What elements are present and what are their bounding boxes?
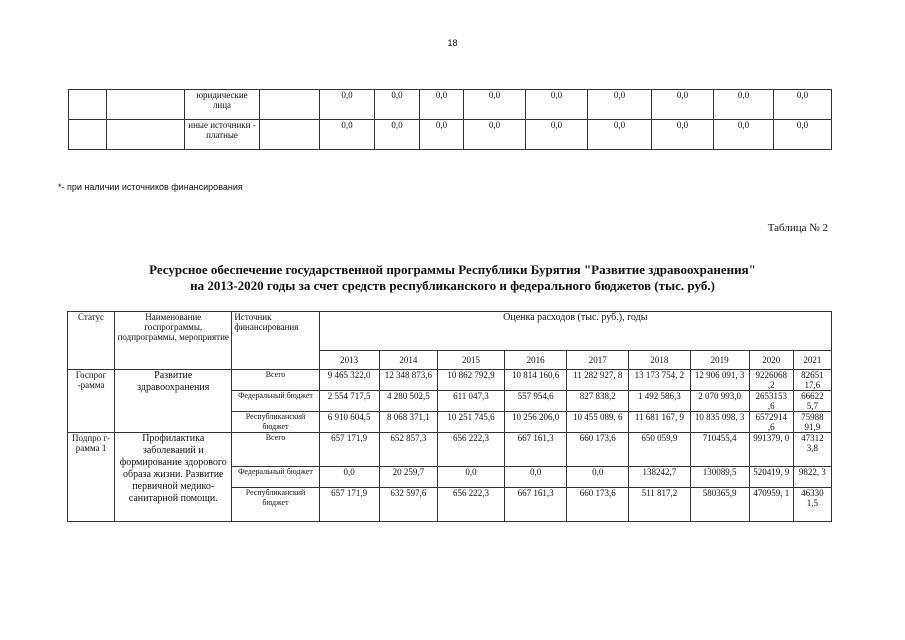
value-cell: 0,0 [588, 120, 652, 150]
value-cell: 0,0 [774, 90, 832, 120]
value-cell: 2 554 717,5 [319, 391, 379, 412]
resource-table [67, 311, 832, 522]
header-status: Статус [68, 312, 115, 370]
value-cell: 656 222,3 [437, 488, 504, 522]
table-row [68, 370, 832, 391]
value-cell: 660 173,6 [567, 433, 629, 467]
value-cell: 0,0 [505, 467, 567, 488]
header-estimate: Оценка расходов (тыс. руб.), годы [319, 312, 831, 351]
source-cell: Федеральный бюджет [232, 391, 319, 412]
status-cell: Госпрог -рамма [68, 370, 115, 433]
source-cell: Всего [232, 433, 319, 467]
value-cell: 667 161,3 [505, 433, 567, 467]
value-cell: 0,0 [526, 120, 588, 150]
value-cell: 650 059,9 [629, 433, 690, 467]
value-cell: 0,0 [588, 90, 652, 120]
value-cell: 0,0 [714, 90, 774, 120]
value-cell: 20 259,7 [379, 467, 437, 488]
year-header: 2020 [749, 351, 793, 370]
value-cell: 75988 91,9 [793, 412, 831, 433]
title-line-1: Ресурсное обеспечение государственной программы Республики Бурятия "Развитие здравоохранения" [149, 262, 756, 277]
year-header: 2015 [437, 351, 504, 370]
value-cell: 520419, 9 [749, 467, 793, 488]
value-cell: 0,0 [714, 120, 774, 150]
value-cell: 470959, 1 [749, 488, 793, 522]
value-cell: 11 681 167, 9 [629, 412, 690, 433]
value-cell: 130089,5 [690, 467, 749, 488]
source-cell: Всего [232, 370, 319, 391]
table-row [69, 120, 832, 150]
table-row [68, 433, 832, 467]
value-cell: 0,0 [464, 120, 526, 150]
value-cell: 0,0 [437, 467, 504, 488]
value-cell: 0,0 [320, 90, 375, 120]
value-cell: 0,0 [464, 90, 526, 120]
value-cell: 46330 1,5 [793, 488, 831, 522]
value-cell: 10 835 098, 3 [690, 412, 749, 433]
value-cell: 2 070 993,0 [690, 391, 749, 412]
header-row [68, 312, 832, 351]
value-cell: 511 817,2 [629, 488, 690, 522]
program-name: Профилактика заболеваний и формирование здорового образа жизни. Развитие первичной медико-санитарной помощи. [115, 433, 232, 522]
value-cell: 0,0 [526, 90, 588, 120]
value-cell: 660 173,6 [567, 488, 629, 522]
value-cell: 557 954,6 [505, 391, 567, 412]
title-line-2: на 2013-2020 годы за счет средств республиканского и федерального бюджетов (тыс. руб.) [190, 278, 715, 293]
value-cell: 0,0 [320, 120, 375, 150]
value-cell: 13 173 754, 2 [629, 370, 690, 391]
value-cell: 6 910 604,5 [319, 412, 379, 433]
header-source: Источник финансирования [232, 312, 319, 370]
year-header: 2013 [319, 351, 379, 370]
value-cell: 991379, 0 [749, 433, 793, 467]
value-cell: 66622 5,7 [793, 391, 831, 412]
value-cell: 4 280 502,5 [379, 391, 437, 412]
status-cell: Подпро г-рамма 1 [68, 433, 115, 522]
value-cell: 138242,7 [629, 467, 690, 488]
value-cell: 0,0 [420, 120, 464, 150]
value-cell: 0,0 [375, 90, 420, 120]
source-cell: Республиканский бюджет [232, 412, 319, 433]
table-number: Таблица № 2 [767, 222, 828, 234]
value-cell: 710455,4 [690, 433, 749, 467]
value-cell: 10 256 206,0 [505, 412, 567, 433]
year-header: 2017 [567, 351, 629, 370]
value-cell: 827 838,2 [567, 391, 629, 412]
value-cell: 657 171,9 [319, 488, 379, 522]
value-cell: 657 171,9 [319, 433, 379, 467]
year-header: 2014 [379, 351, 437, 370]
value-cell: 9226068 ,2 [749, 370, 793, 391]
year-header: 2018 [629, 351, 690, 370]
value-cell: 9822, 3 [793, 467, 831, 488]
value-cell: 0,0 [567, 467, 629, 488]
year-header: 2016 [505, 351, 567, 370]
value-cell: 47312 3,8 [793, 433, 831, 467]
footnote: *- при наличии источников финансирования [58, 182, 243, 192]
value-cell: 0,0 [652, 120, 714, 150]
value-cell: 9 465 322,0 [319, 370, 379, 391]
value-cell: 1 492 586,3 [629, 391, 690, 412]
value-cell: 632 597,6 [379, 488, 437, 522]
year-header: 2019 [690, 351, 749, 370]
continuation-table [68, 89, 832, 150]
value-cell: 12 906 091, 3 [690, 370, 749, 391]
value-cell: 10 814 160,6 [505, 370, 567, 391]
source-cell: Федеральный бюджет [232, 467, 319, 488]
value-cell: 11 282 927, 8 [567, 370, 629, 391]
value-cell: 667 161,3 [505, 488, 567, 522]
document-title [0, 262, 905, 294]
value-cell: 656 222,3 [437, 433, 504, 467]
value-cell: 10 251 745,6 [437, 412, 504, 433]
header-name: Наименование госпрограммы, подпрограммы, мероприятие [115, 312, 232, 370]
value-cell: 6572914 ,6 [749, 412, 793, 433]
page-number: 18 [447, 38, 458, 48]
value-cell: 0,0 [420, 90, 464, 120]
value-cell: 0,0 [774, 120, 832, 150]
value-cell: 2653153 ,6 [749, 391, 793, 412]
value-cell: 0,0 [375, 120, 420, 150]
value-cell: 611 047,3 [437, 391, 504, 412]
value-cell: 10 862 792,9 [437, 370, 504, 391]
value-cell: 8 068 371,1 [379, 412, 437, 433]
value-cell: 0,0 [319, 467, 379, 488]
table-row [69, 90, 832, 120]
value-cell: 12 348 873,6 [379, 370, 437, 391]
value-cell: 580365,9 [690, 488, 749, 522]
program-name: Развитие здравоохранения [115, 370, 232, 433]
value-cell: 652 857,3 [379, 433, 437, 467]
source-cell: Республиканский бюджет [232, 488, 319, 522]
year-header: 2021 [793, 351, 831, 370]
value-cell: 10 455 089, 6 [567, 412, 629, 433]
source-label: иные источники - платные [185, 120, 260, 150]
value-cell: 82651 17,6 [793, 370, 831, 391]
source-label: юридические лица [185, 90, 260, 120]
value-cell: 0,0 [652, 90, 714, 120]
